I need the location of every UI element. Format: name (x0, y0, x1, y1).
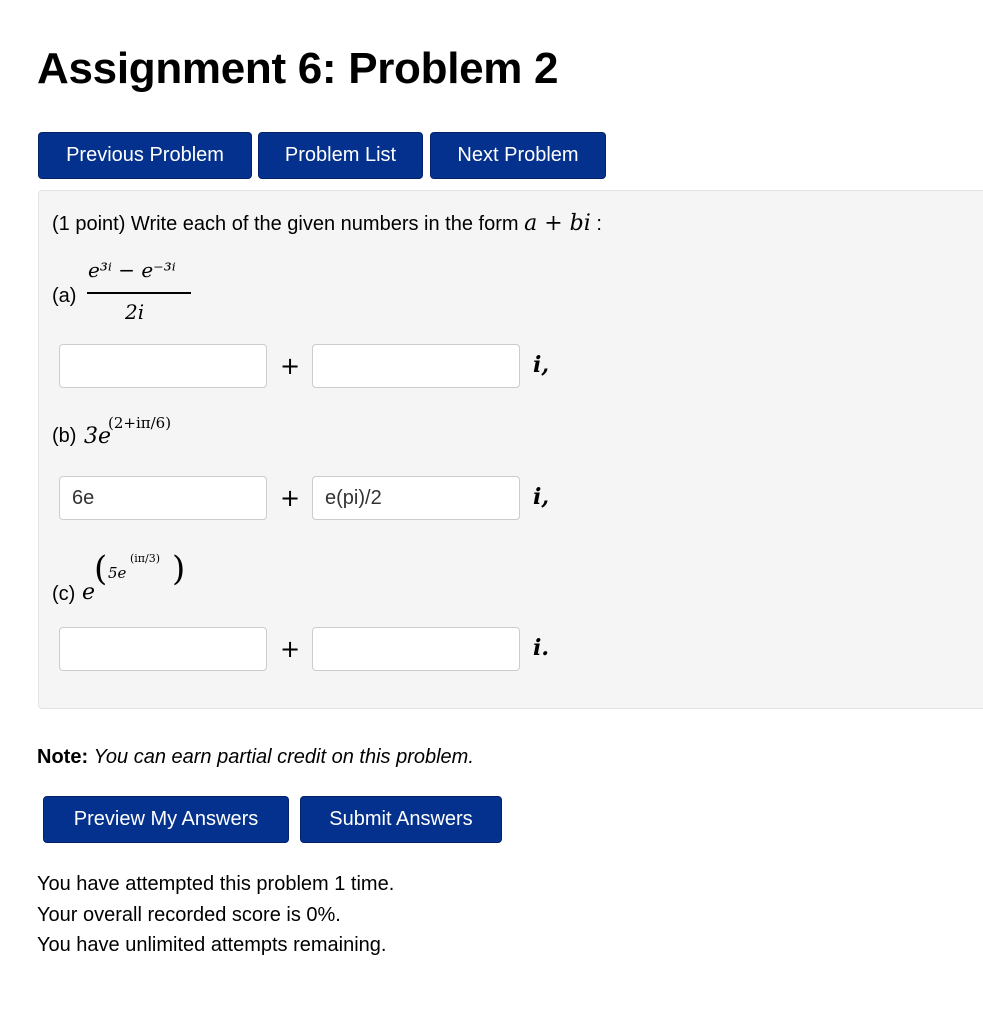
problem-intro-math: a + bi (524, 211, 591, 236)
attempts-status: You have attempted this problem 1 time. (37, 873, 395, 895)
part-b-label: (b) (52, 425, 77, 447)
part-a-i-suffix: i, (533, 352, 550, 378)
part-b-exponent: (2+iπ/6) (108, 414, 172, 432)
part-c-exponent-inner: 5e (108, 564, 127, 582)
score-status: Your overall recorded score is 0%. (37, 904, 341, 926)
part-a-label: (a) (52, 285, 77, 307)
part-b-plus: + (280, 484, 301, 512)
part-c-expression: e (82, 580, 96, 605)
problem-intro-colon: : (596, 213, 602, 235)
remaining-status: You have unlimited attempts remaining. (37, 934, 387, 956)
note-label: Note: (37, 746, 89, 768)
page-title: Assignment 6: Problem 2 (37, 44, 559, 93)
part-c-open-paren: ( (94, 549, 108, 589)
previous-problem-button[interactable]: Previous Problem (38, 132, 252, 179)
preview-answers-button[interactable]: Preview My Answers (43, 796, 289, 843)
part-c-real-input[interactable] (59, 627, 267, 671)
note-text: You can earn partial credit on this problem. (93, 746, 474, 768)
submit-answers-button[interactable]: Submit Answers (300, 796, 502, 843)
part-a-imag-input[interactable] (312, 344, 520, 388)
part-c-plus: + (280, 635, 301, 663)
partial-credit-note (37, 746, 474, 769)
part-a-plus: + (280, 352, 301, 380)
part-a-real-input[interactable] (59, 344, 267, 388)
part-b-expression: 3e (84, 424, 112, 449)
part-c-label: (c) (52, 583, 76, 605)
part-a-fraction-bar (87, 292, 191, 294)
part-a-denominator: 2i (125, 300, 145, 324)
part-b-real-input[interactable] (59, 476, 267, 520)
part-b-imag-input[interactable] (312, 476, 520, 520)
part-c-imag-input[interactable] (312, 627, 520, 671)
next-problem-button[interactable]: Next Problem (430, 132, 606, 179)
problem-intro-text: (1 point) Write each of the given numbers in the form (52, 213, 519, 235)
part-a-numerator: e³ⁱ − e⁻³ⁱ (88, 258, 176, 282)
part-c-close-paren: ) (172, 549, 186, 589)
part-c-exponent-inner-power: (iπ/3) (130, 552, 161, 565)
part-b-i-suffix: i, (533, 484, 550, 510)
part-c-i-suffix: i. (533, 635, 550, 661)
problem-intro (52, 211, 602, 236)
problem-list-button[interactable]: Problem List (258, 132, 423, 179)
